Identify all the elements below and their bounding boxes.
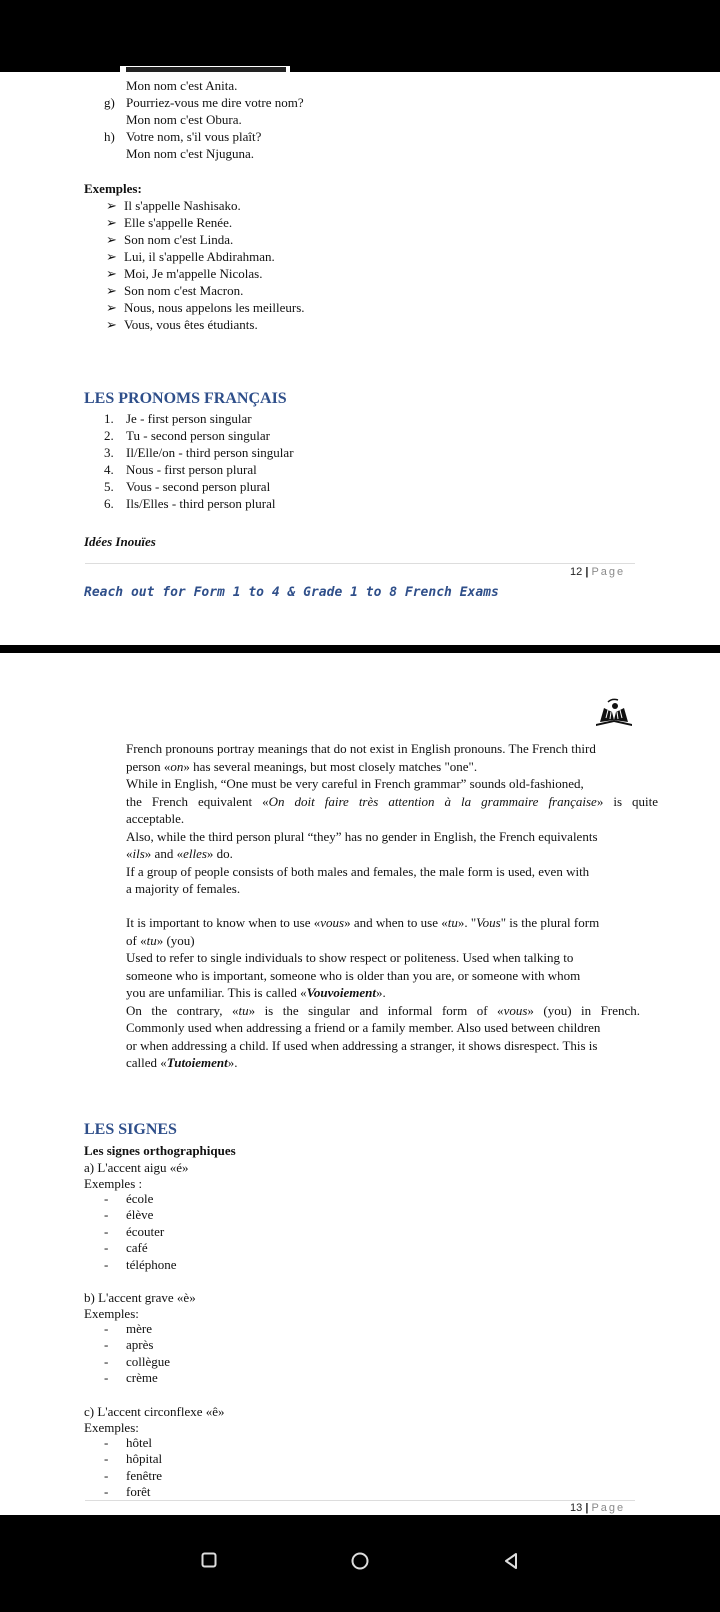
accent-circonflexe-list — [104, 1435, 162, 1501]
list-item: 4. Nous - first person plural — [104, 462, 257, 477]
exemples-label: Exemples : — [84, 1176, 143, 1191]
arrow-bullet-icon: ➢ — [106, 317, 117, 332]
arrow-bullet-icon: ➢ — [106, 198, 117, 213]
list-item: 3. Il/Elle/on - third person singular — [104, 445, 294, 460]
exemples-list — [106, 197, 305, 333]
page-number-footer: 12 | Page — [570, 566, 626, 578]
list-item: 6. Ils/Elles - third person plural — [104, 496, 276, 511]
text-line: the French equivalent «On doit faire très attention à la grammaire française» is quite — [126, 793, 658, 809]
list-item: ➢ Son nom c'est Linda. — [106, 232, 234, 247]
list-item: - collègue — [104, 1353, 171, 1369]
ad-text: Reach out for Form 1 to 4 & Grade 1 to 8 French Exams — [84, 585, 499, 600]
list-item: - élève — [104, 1207, 154, 1223]
back-icon — [503, 1552, 519, 1570]
text-line: or when addressing a child. If used when addressing a stranger, it shows disrespect. This is — [126, 1037, 598, 1053]
list-item: 1. Je - first person singular — [104, 411, 252, 426]
arrow-bullet-icon: ➢ — [106, 232, 117, 247]
arrow-bullet-icon: ➢ — [106, 300, 117, 315]
accent-aigu-list — [104, 1191, 177, 1273]
text-line: of «tu» (you) — [126, 932, 195, 948]
list-item: - mère — [104, 1321, 152, 1336]
arrow-bullet-icon: ➢ — [106, 283, 117, 298]
list-item: - téléphone — [104, 1256, 177, 1272]
text-line: you are unfamiliar. This is called «Vouvoiement». — [126, 985, 386, 1000]
exemples-label: Exemples: — [84, 1420, 139, 1435]
text-line: person «on» has several meanings, but most closely matches "one". — [126, 758, 478, 774]
book-logo-icon — [592, 698, 636, 728]
paragraph-pronouns — [126, 740, 658, 898]
arrow-bullet-icon: ➢ — [106, 249, 117, 264]
arrow-bullet-icon: ➢ — [106, 215, 117, 230]
accent-grave-list — [104, 1321, 170, 1387]
list-item: ➢ Nous, nous appelons les meilleurs. — [106, 300, 305, 315]
footer-rule — [85, 563, 635, 564]
list-item: Mon nom c'est Obura. — [126, 112, 242, 127]
paragraph-vous-tu — [126, 914, 658, 1072]
text-line: called «Tutoiement». — [126, 1055, 238, 1070]
list-item: ➢ Il s'appelle Nashisako. — [106, 198, 241, 213]
list-item: - hôtel — [104, 1435, 152, 1450]
arrow-bullet-icon: ➢ — [106, 266, 117, 281]
back-button[interactable] — [503, 1552, 519, 1574]
list-item: ➢ Son nom c'est Macron. — [106, 283, 244, 298]
text-line: someone who is important, someone who is older than you are, or someone with whom — [126, 967, 581, 983]
text-line: acceptable. — [126, 811, 185, 826]
accent-grave-title: b) L'accent grave «è» — [84, 1290, 196, 1305]
list-item: ➢ Elle s'appelle Renée. — [106, 215, 233, 230]
accent-circonflexe-title: c) L'accent circonflexe «ê» — [84, 1404, 225, 1419]
text-line: Commonly used when addressing a friend or a family member. Also used between children — [126, 1020, 601, 1035]
pronoms-list — [104, 410, 294, 512]
exemples-heading: Exemples: — [84, 181, 142, 196]
text-line: While in English, “One must be very careful in French grammar” sounds old-fashioned, — [126, 776, 584, 791]
footer-rule — [85, 1500, 635, 1501]
list-item: - fenêtre — [104, 1467, 163, 1483]
list-item: ➢ Lui, il s'appelle Abdirahman. — [106, 249, 275, 264]
list-item: Votre nom, s'il vous plaît? — [126, 129, 262, 144]
list-item: - café — [104, 1240, 148, 1256]
recent-apps-button[interactable] — [201, 1552, 217, 1572]
list-item: - après — [104, 1337, 154, 1353]
signes-heading: LES SIGNES — [84, 1121, 177, 1138]
pronoms-heading: LES PRONOMS FRANÇAIS — [84, 390, 287, 407]
text-line: Used to refer to single individuals to show respect or politeness. Used when talking to — [126, 950, 574, 965]
list-item: - école — [104, 1191, 154, 1206]
list-item: ➢ Moi, Je m'appelle Nicolas. — [106, 266, 263, 281]
accent-aigu-title: a) L'accent aigu «é» — [84, 1160, 189, 1175]
list-item: - écouter — [104, 1223, 165, 1239]
text-line: a majority of females. — [126, 881, 241, 896]
list-item: ➢ Vous, vous êtes étudiants. — [106, 317, 258, 332]
home-icon — [351, 1552, 369, 1570]
cut-text — [126, 67, 286, 72]
page-number-footer: 13 | Page — [570, 1502, 626, 1514]
list-item: Pourriez-vous me dire votre nom? — [126, 95, 304, 110]
signes-subheading: Les signes orthographiques — [84, 1143, 236, 1158]
status-bar — [0, 0, 720, 72]
brand-text: Idées Inouïes — [84, 534, 156, 549]
text-line: Also, while the third person plural “they” has no gender in English, the French equivalents — [126, 828, 598, 844]
list-item: Mon nom c'est Njuguna. — [126, 146, 254, 161]
list-item: 2. Tu - second person singular — [104, 428, 270, 443]
text-line: «ils» and «elles» do. — [126, 846, 233, 861]
text-line: If a group of people consists of both males and females, the male form is used, even with — [126, 863, 590, 879]
exemples-label: Exemples: — [84, 1306, 139, 1321]
list-item: - hôpital — [104, 1451, 163, 1467]
list-item: - crème — [104, 1370, 158, 1386]
text-line: It is important to know when to use «vous» and when to use «tu». "Vous" is the plural form — [126, 915, 600, 930]
page-separator — [0, 645, 720, 653]
text-line: On the contrary, «tu» is the singular and informal form of «vous» (you) in French. — [126, 1002, 640, 1018]
list-item: Mon nom c'est Anita. — [126, 78, 238, 93]
list-marker: g) — [104, 95, 115, 110]
list-item: - forêt — [104, 1484, 151, 1500]
list-marker: h) — [104, 129, 115, 144]
home-button[interactable] — [351, 1552, 369, 1574]
text-line: French pronouns portray meanings that do not exist in English pronouns. The French third — [126, 741, 596, 756]
recent-apps-icon — [201, 1552, 217, 1568]
list-item: 5. Vous - second person plural — [104, 479, 271, 494]
